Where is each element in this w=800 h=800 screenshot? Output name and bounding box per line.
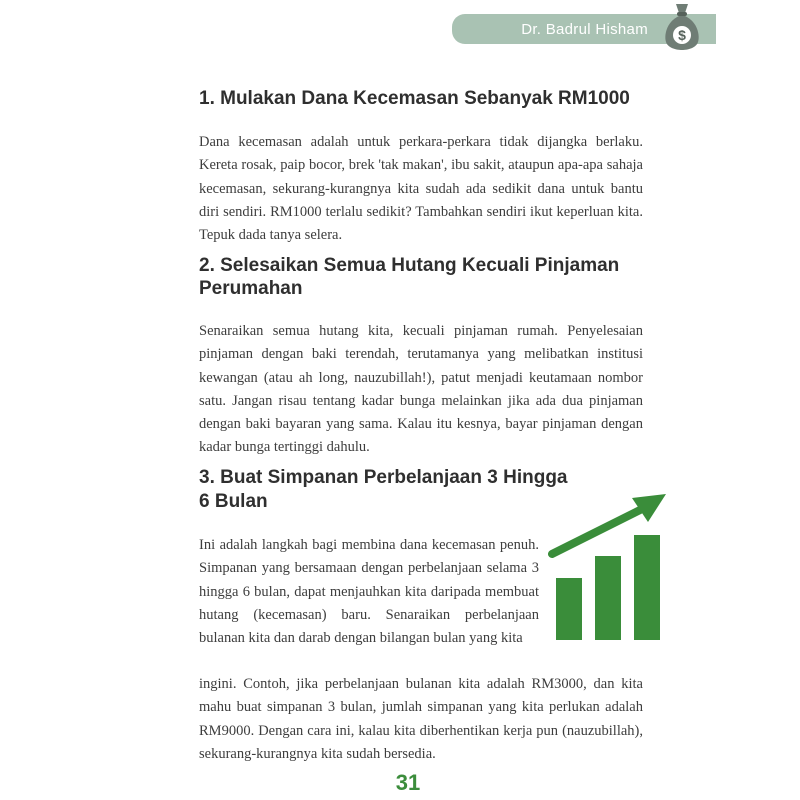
growth-chart-icon xyxy=(548,488,670,644)
section-3-heading-line2: 6 Bulan xyxy=(199,491,268,512)
header-author: Dr. Badrul Hisham xyxy=(521,21,648,38)
chart-bar-3 xyxy=(634,535,660,640)
money-bag-icon xyxy=(660,0,704,52)
trend-arrow-line xyxy=(552,508,644,554)
section-1-paragraph: Dana kecemasan adalah untuk perkara-perkara tidak dijangka berlaku. Kereta rosak, paip bocor, brek 'tak makan', ibu sakit, ataupun apa-apa sahaja kecemasan, sekurang-kurangnya kita sudah ada sedikit dana untuk bantu diri sendiri. RM1000 terlalu sedikit? Tambahkan sendiri ikut keperluan kita. Tepuk dada tanya selera. xyxy=(199,134,643,244)
section-2-heading-line1: 2. Selesaikan Semua Hutang Kecuali Pinjaman xyxy=(199,255,620,276)
section-3-paragraph-part2: ingini. Contoh, jika perbelanjaan bulanan kita adalah RM3000, dan kita mahu buat simpanan 3 bulan, jumlah simpanan yang kita perlukan adalah RM9000. Dengan cara ini, kalau kita diberhentikan kerja pun (nauzubillah), sekurang-kurangnya kita sudah bersedia. xyxy=(199,676,643,762)
section-1-heading: 1. Mulakan Dana Kecemasan Sebanyak RM1000 xyxy=(199,88,630,109)
section-3-paragraph-part1: Ini adalah langkah bagi membina dana kecemasan penuh. Simpanan yang bersamaan dengan perbelanjaan selama 3 hingga 6 bulan, dapat menjauhkan kita daripada membuat hutang (kecemasan) baru. Senaraikan perbelanjaan bulanan kita dan darab dengan bilangan bulan yang kita xyxy=(199,537,539,647)
section-2-paragraph: Senaraikan semua hutang kita, kecuali pinjaman rumah. Penyelesaian pinjaman dengan baki terendah, terutamanya yang melibatkan institusi kewangan (atau ah long, nauzubillah!), patut menjadi keutamaan nombor satu. Jangan risau tentang kadar bunga melainkan jika ada dua pinjaman dengan baki bayaran yang sama. Kalau itu kesnya, bayar pinjaman dengan kadar bunga tertinggi dahulu. xyxy=(199,323,643,456)
section-2-heading-line2: Perumahan xyxy=(199,278,303,299)
section-3-heading-line1: 3. Buat Simpanan Perbelanjaan 3 Hingga xyxy=(199,467,568,488)
page-number: 31 xyxy=(395,770,421,795)
chart-bar-2 xyxy=(595,556,621,640)
chart-bar-1 xyxy=(556,578,582,640)
svg-text:$: $ xyxy=(678,27,686,43)
